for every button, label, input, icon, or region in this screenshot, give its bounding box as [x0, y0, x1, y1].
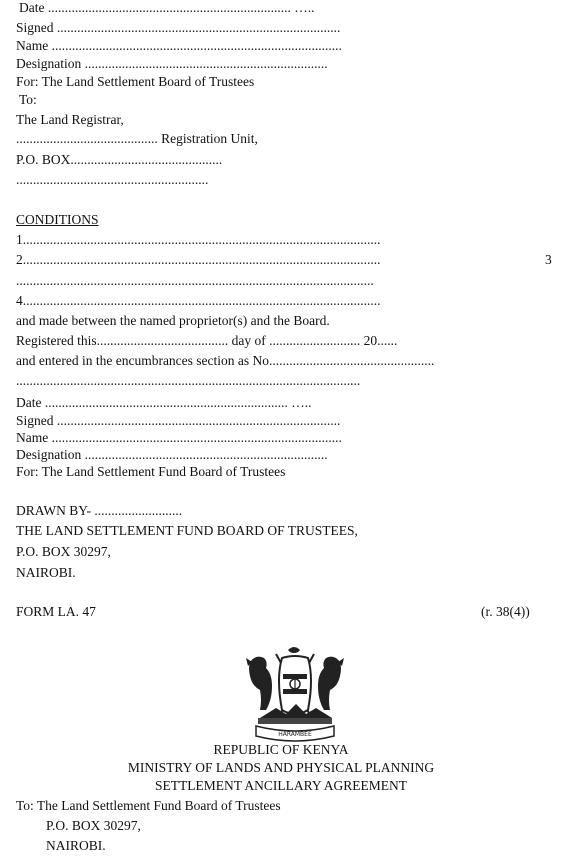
form-number: FORM LA. 47 [16, 604, 96, 619]
blank-entry-line: ...................................................................................................... [16, 373, 361, 388]
top-signed-line: Signed .................................................................................... [16, 20, 341, 35]
address-box: P.O. BOX 30297, [46, 818, 141, 833]
bottom-for-line: For: The Land Settlement Fund Board of Trustees [16, 464, 286, 479]
made-between-line: and made between the named proprietor(s) and the Board. [16, 313, 330, 328]
top-date-line: Date ........................................................................ ….. [19, 0, 315, 15]
republic-heading: REPUBLIC OF KENYA [213, 742, 349, 757]
drawn-by-city: NAIROBI. [16, 565, 76, 580]
drawn-by-org: THE LAND SETTLEMENT FUND BOARD OF TRUSTEES, [16, 523, 358, 538]
conditions-heading: CONDITIONS [16, 212, 99, 227]
condition-item-2-continued: .......................................................................................................... [16, 273, 374, 288]
po-box-line: P.O. BOX............................................. [16, 152, 223, 167]
registration-unit-line: .......................................... Registration Unit, [16, 131, 258, 146]
entered-line: and entered in the encumbrances section as No................................................. [16, 353, 435, 368]
blank-address-line: ......................................................... [16, 172, 209, 187]
condition-item-2: 2.......................................................................................................... [16, 252, 381, 267]
to-label: To: [19, 92, 37, 107]
drawn-by-line: DRAWN BY- .......................... [16, 503, 183, 518]
agreement-title: SETTLEMENT ANCILLARY AGREEMENT [155, 778, 407, 793]
top-name-line: Name ...................................................................................... [16, 38, 342, 53]
top-designation-line: Designation ........................................................................ [16, 56, 328, 71]
rule-reference: (r. 38(4)) [481, 604, 530, 619]
top-for-line: For: The Land Settlement Board of Trustees [16, 74, 255, 89]
land-registrar: The Land Registrar, [16, 112, 124, 127]
address-city: NAIROBI. [46, 838, 106, 853]
condition-item-1: 1.......................................................................................................... [16, 232, 381, 247]
drawn-by-box: P.O. BOX 30297, [16, 544, 111, 559]
bottom-name-line: Name ...................................................................................... [16, 430, 342, 445]
registered-line: Registered this....................................... day of ........................... 20...... [16, 333, 398, 348]
condition-item-3-number: 3 [545, 252, 552, 267]
bottom-date-line: Date ........................................................................ ….. [16, 395, 312, 410]
address-to: To: The Land Settlement Fund Board of Trustees [16, 798, 281, 813]
bottom-signed-line: Signed .................................................................................... [16, 413, 341, 428]
ministry-heading: MINISTRY OF LANDS AND PHYSICAL PLANNING [127, 760, 435, 775]
bottom-designation-line: Designation ........................................................................ [16, 447, 328, 462]
kenya-coat-of-arms-icon [236, 644, 354, 742]
svg-text:HARAMBEE: HARAMBEE [278, 731, 312, 738]
condition-item-4: 4.......................................................................................................... [16, 293, 381, 308]
